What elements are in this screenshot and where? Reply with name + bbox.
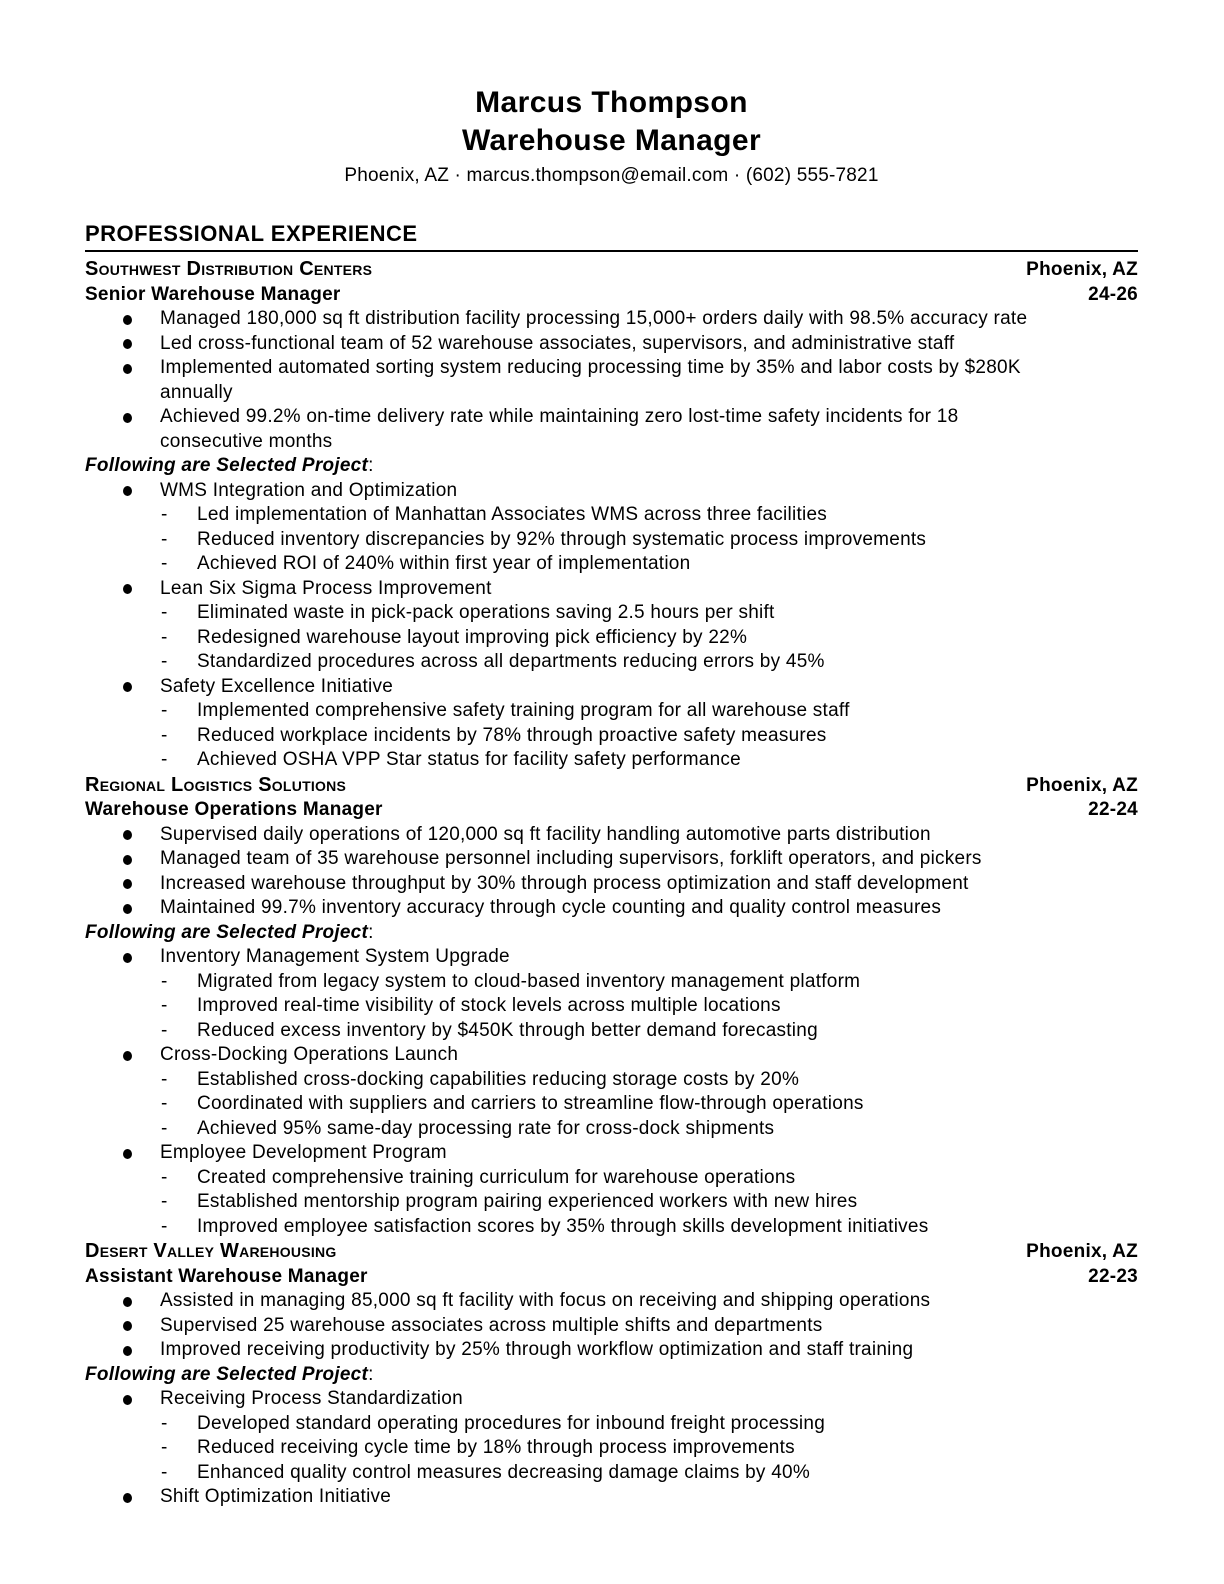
dash-icon: - xyxy=(161,1019,168,1041)
projects-colon: : xyxy=(368,1363,374,1385)
project-name: Lean Six Sigma Process Improvement xyxy=(160,577,492,599)
section-title-professional-experience: PROFESSIONAL EXPERIENCE xyxy=(85,220,1138,252)
list-item xyxy=(85,872,1058,897)
projects-list xyxy=(85,945,1138,1239)
subitem-text: Migrated from legacy system to cloud-based inventory management platform xyxy=(197,970,861,992)
person-name: Marcus Thompson xyxy=(475,86,748,119)
dash-icon: - xyxy=(161,553,168,574)
project-name: Receiving Process Standardization xyxy=(160,1388,463,1409)
list-subitem xyxy=(85,1166,1058,1191)
job-entry xyxy=(85,257,1138,773)
bullet-text: Assisted in managing 85,000 sq ft facility with focus on receiving and shipping operations xyxy=(160,1290,931,1311)
bullet-text: Increased warehouse throughput by 30% through process optimization and staff development xyxy=(160,872,969,894)
subitem-text: Enhanced quality control measures decreasing damage claims by 40% xyxy=(197,1461,810,1483)
dash-icon: - xyxy=(161,504,168,525)
list-subitem xyxy=(85,626,1058,651)
list-item xyxy=(85,1289,1058,1314)
list-subitem xyxy=(85,724,1058,749)
list-item xyxy=(85,1314,1058,1339)
list-item xyxy=(85,847,1058,872)
bullet-dot-icon xyxy=(123,1297,132,1307)
dash-icon: - xyxy=(161,602,168,623)
bullet-dot-icon xyxy=(123,315,132,325)
list-item xyxy=(85,332,1058,357)
subitem-text: Reduced workplace incidents by 78% through proactive safety measures xyxy=(197,724,827,746)
job-role: Warehouse Operations Manager xyxy=(85,799,383,820)
job-bullet-list xyxy=(85,307,1138,454)
list-subitem xyxy=(85,970,1058,995)
bullet-dot-icon xyxy=(123,879,132,889)
project-name: Safety Excellence Initiative xyxy=(160,675,394,697)
bullet-dot-icon xyxy=(123,1346,132,1356)
dash-icon: - xyxy=(161,1461,168,1483)
list-subitem xyxy=(85,1436,1058,1461)
projects-list xyxy=(85,479,1138,773)
list-subitem xyxy=(85,601,1058,626)
projects-list xyxy=(85,1387,1138,1510)
bullet-dot-icon xyxy=(123,413,132,423)
list-subitem xyxy=(85,1117,1058,1142)
subitem-text: Reduced receiving cycle time by 18% through process improvements xyxy=(197,1437,795,1458)
subitem-text: Coordinated with suppliers and carriers to streamline flow-through operations xyxy=(197,1093,864,1114)
dash-icon: - xyxy=(161,749,168,770)
list-item xyxy=(85,577,1058,602)
subitem-text: Implemented comprehensive safety training program for all warehouse staff xyxy=(197,700,850,721)
dash-icon: - xyxy=(161,970,168,992)
bullet-dot-icon xyxy=(123,339,132,349)
subitem-text: Created comprehensive training curriculum for warehouse operations xyxy=(197,1166,796,1188)
bullet-dot-icon xyxy=(123,904,132,914)
list-item xyxy=(85,1043,1058,1068)
subitem-text: Reduced excess inventory by $450K through better demand forecasting xyxy=(197,1019,818,1041)
project-name: WMS Integration and Optimization xyxy=(160,479,458,501)
list-item xyxy=(85,1387,1058,1412)
dash-icon: - xyxy=(161,1068,168,1090)
dash-icon: - xyxy=(161,1166,168,1188)
list-subitem xyxy=(85,528,1058,553)
dash-icon: - xyxy=(161,651,168,672)
company-name: Desert Valley Warehousing xyxy=(85,1240,337,1262)
dash-icon: - xyxy=(161,1215,168,1237)
bullet-text: Led cross-functional team of 52 warehouse associates, supervisors, and administrative staff xyxy=(160,332,955,354)
list-item xyxy=(85,405,1058,454)
dash-icon: - xyxy=(161,626,168,648)
subitem-text: Established cross-docking capabilities reducing storage costs by 20% xyxy=(197,1068,800,1090)
projects-heading xyxy=(85,921,1138,946)
subitem-text: Achieved 95% same-day processing rate for cross-dock shipments xyxy=(197,1117,775,1139)
list-item xyxy=(85,356,1058,405)
list-subitem xyxy=(85,650,1058,675)
list-subitem xyxy=(85,1019,1058,1044)
list-subitem xyxy=(85,1461,1058,1486)
list-item xyxy=(85,1485,1058,1510)
projects-colon: : xyxy=(368,921,374,943)
job-location: Phoenix, AZ xyxy=(1026,774,1138,796)
job-header-row xyxy=(85,1239,1138,1265)
job-title-row xyxy=(85,283,1138,308)
job-role: Senior Warehouse Manager xyxy=(85,283,341,305)
job-location: Phoenix, AZ xyxy=(1026,1241,1138,1262)
subitem-text: Improved real-time visibility of stock levels across multiple locations xyxy=(197,995,781,1016)
bullet-text: Managed team of 35 warehouse personnel including supervisors, forklift operators, and pickers xyxy=(160,848,982,869)
dash-icon: - xyxy=(161,700,168,721)
bullet-dot-icon xyxy=(123,1051,132,1061)
subitem-text: Eliminated waste in pick-pack operations saving 2.5 hours per shift xyxy=(197,602,775,623)
list-subitem xyxy=(85,1068,1058,1093)
dash-icon: - xyxy=(161,1191,168,1212)
bullet-dot-icon xyxy=(123,1321,132,1331)
job-dates: 24-26 xyxy=(1088,283,1138,305)
bullet-dot-icon xyxy=(123,953,132,963)
projects-label: Following are Selected Project xyxy=(85,921,369,943)
subitem-text: Standardized procedures across all departments reducing errors by 45% xyxy=(197,651,825,672)
subitem-text: Developed standard operating procedures for inbound freight processing xyxy=(197,1412,826,1434)
list-item xyxy=(85,945,1058,970)
subitem-text: Established mentorship program pairing experienced workers with new hires xyxy=(197,1191,858,1212)
bullet-text: Achieved 99.2% on-time delivery rate while maintaining zero lost-time safety incidents for 18 consecutive months xyxy=(160,406,959,452)
subitem-text: Led implementation of Manhattan Associates WMS across three facilities xyxy=(197,504,828,525)
project-name: Employee Development Program xyxy=(160,1142,447,1163)
bullet-dot-icon xyxy=(123,584,132,594)
bullet-dot-icon xyxy=(123,486,132,496)
list-subitem xyxy=(85,1092,1058,1117)
list-item xyxy=(85,1338,1058,1363)
dash-icon: - xyxy=(161,528,168,550)
list-item xyxy=(85,479,1058,504)
projects-heading xyxy=(85,1363,1138,1388)
job-bullet-list xyxy=(85,1289,1138,1363)
dash-icon: - xyxy=(161,1412,168,1434)
job-entry xyxy=(85,773,1138,1240)
project-name: Cross-Docking Operations Launch xyxy=(160,1044,459,1065)
job-entry xyxy=(85,1239,1138,1510)
bullet-text: Supervised daily operations of 120,000 sq ft facility handling automotive parts distribution xyxy=(160,823,931,845)
list-subitem xyxy=(85,552,1058,577)
subitem-text: Achieved OSHA VPP Star status for facility safety performance xyxy=(197,749,741,770)
projects-colon: : xyxy=(368,455,374,476)
bullet-text: Managed 180,000 sq ft distribution facility processing 15,000+ orders daily with 98.5% accuracy rate xyxy=(160,308,1028,329)
job-bullet-list xyxy=(85,823,1138,921)
project-name: Shift Optimization Initiative xyxy=(160,1486,392,1507)
job-location: Phoenix, AZ xyxy=(1026,259,1138,280)
list-subitem xyxy=(85,503,1058,528)
list-subitem xyxy=(85,699,1058,724)
bullet-dot-icon xyxy=(123,682,132,692)
job-header-row xyxy=(85,257,1138,283)
contact-line: Phoenix, AZ · marcus.thompson@email.com · (602) 555-7821 xyxy=(344,165,879,186)
person-title: Warehouse Manager xyxy=(461,124,762,157)
bullet-text: Improved receiving productivity by 25% through workflow optimization and staff training xyxy=(160,1339,914,1360)
dash-icon: - xyxy=(161,724,168,746)
list-item xyxy=(85,1141,1058,1166)
list-item xyxy=(85,823,1058,848)
list-subitem xyxy=(85,994,1058,1019)
subitem-text: Improved employee satisfaction scores by 35% through skills development initiatives xyxy=(197,1215,929,1237)
list-subitem xyxy=(85,1412,1058,1437)
project-name: Inventory Management System Upgrade xyxy=(160,946,510,967)
bullet-dot-icon xyxy=(123,364,132,374)
bullet-text: Implemented automated sorting system reducing processing time by 35% and labor costs by $280K annually xyxy=(160,357,1021,403)
bullet-dot-icon xyxy=(123,1493,132,1503)
job-dates: 22-23 xyxy=(1088,1265,1138,1287)
subitem-text: Redesigned warehouse layout improving pick efficiency by 22% xyxy=(197,626,748,648)
subitem-text: Reduced inventory discrepancies by 92% through systematic process improvements xyxy=(197,528,927,550)
bullet-dot-icon xyxy=(123,1149,132,1159)
list-subitem xyxy=(85,1215,1058,1240)
job-header-row xyxy=(85,773,1138,799)
bullet-text: Supervised 25 warehouse associates across multiple shifts and departments xyxy=(160,1314,823,1336)
bullet-text: Maintained 99.7% inventory accuracy through cycle counting and quality control measures xyxy=(160,897,942,918)
projects-label: Following are Selected Project xyxy=(85,1363,369,1385)
dash-icon: - xyxy=(161,1437,168,1458)
list-item xyxy=(85,675,1058,700)
dash-icon: - xyxy=(161,995,168,1016)
list-item xyxy=(85,896,1058,921)
bullet-dot-icon xyxy=(123,1395,132,1405)
job-dates: 22-24 xyxy=(1088,799,1138,820)
bullet-dot-icon xyxy=(123,855,132,865)
company-name: Regional Logistics Solutions xyxy=(85,773,347,796)
experience-list xyxy=(85,252,1138,1510)
job-role: Assistant Warehouse Manager xyxy=(85,1265,368,1287)
job-title-row xyxy=(85,1265,1138,1290)
job-title-row xyxy=(85,798,1138,823)
list-subitem xyxy=(85,1190,1058,1215)
bullet-dot-icon xyxy=(123,830,132,840)
dash-icon: - xyxy=(161,1117,168,1139)
dash-icon: - xyxy=(161,1093,168,1114)
company-name: Southwest Distribution Centers xyxy=(85,258,373,280)
list-item xyxy=(85,307,1058,332)
projects-heading xyxy=(85,454,1138,479)
projects-label: Following are Selected Project xyxy=(85,455,369,476)
subitem-text: Achieved ROI of 240% within first year of implementation xyxy=(197,553,691,574)
list-subitem xyxy=(85,748,1058,773)
